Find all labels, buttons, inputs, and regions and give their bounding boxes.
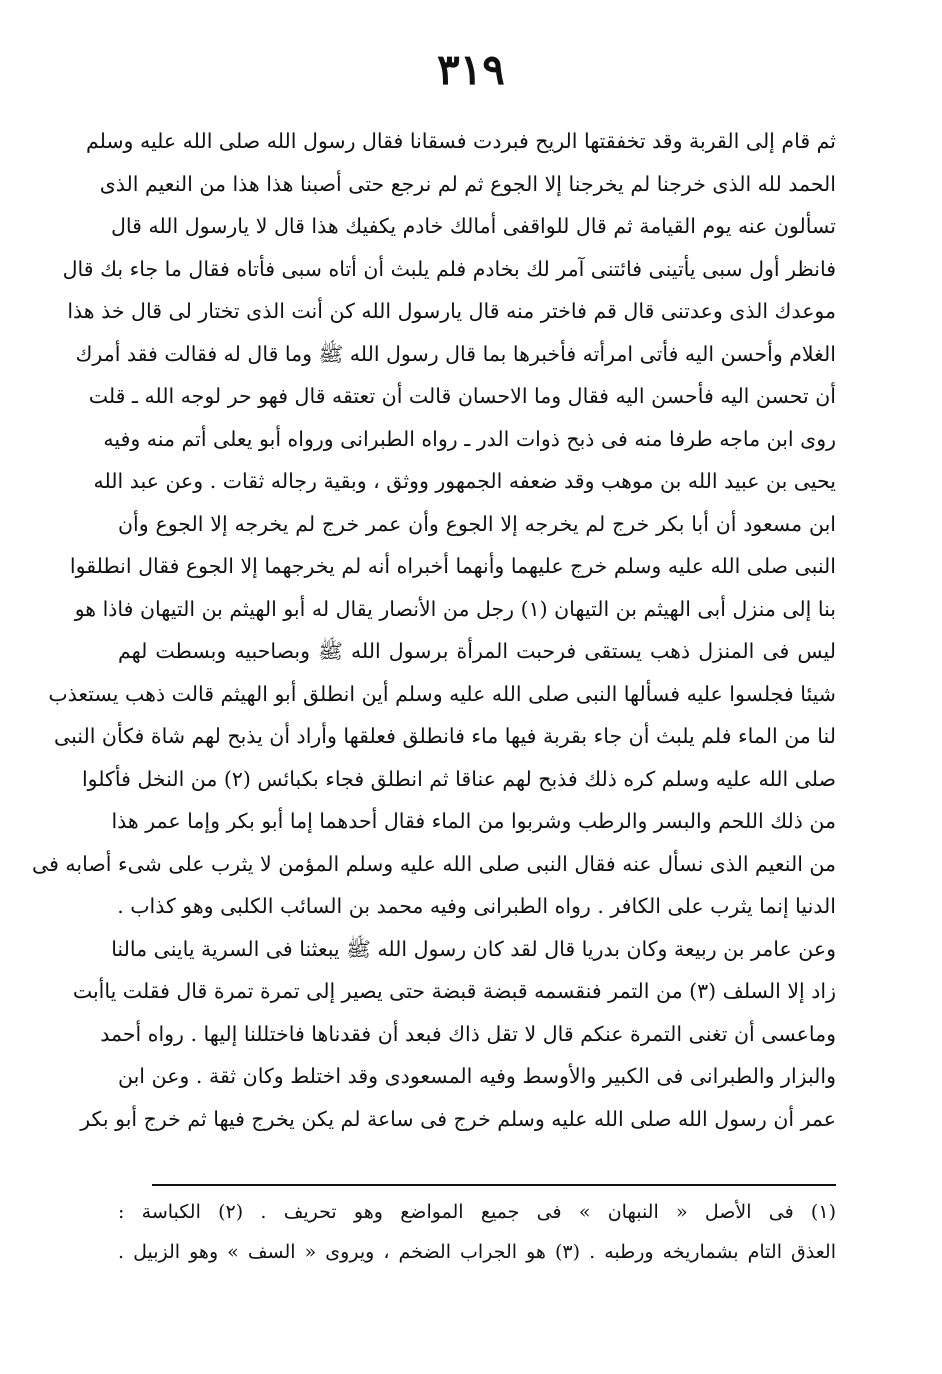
text-line: روى ابن ماجه طرفا منه فى ذبح ذوات الدر ـ رواه الطبرانى ورواه أبو يعلى أتم منه وفيه [103, 426, 836, 451]
text-line: يحيى بن عبيد الله بن موهب وقد ضعفه الجمهور ووثق ، وبقية رجاله ثقات . وعن عبد الله [93, 469, 836, 493]
text-line: فانظر أول سبى يأتينى فائتنى آمر لك بخادم فلم يلبث أن أتاه سبى فأتاه فقال ما جاء بك قال [62, 256, 836, 281]
footnote-line: العذق التام بشماريخه ورطبه . (٣) هو الجراب الضخم ، ويروى « السف » وهو الزبيل . [118, 1241, 836, 1263]
text-line: زاد إلا السلف (٣) من التمر فنقسمه قبضة قبضة حتى يصير إلى تمرة تمرة قال فقلت ياأبت [72, 979, 836, 1003]
text-line: النبى صلى الله عليه وسلم خرج عليهما وأنهما أخبراه أنه لم يخرجهما إلا الجوع فقال انطلقوا [69, 554, 836, 578]
text-line: الغلام وأحسن اليه فأتى امرأته فأخبرها بما قال رسول الله ﷺ وما قال له فقالت فقد أمرك [75, 341, 836, 366]
text-line: من النعيم الذى نسأل عنه فقال النبى صلى الله عليه وسلم المؤمن لا يثرب على شىء أصابه فى [31, 851, 836, 876]
text-line: ثم قام إلى القربة وقد تخفقتها الريح فبردت فسقانا فقال رسول الله صلى الله عليه وسلم [85, 129, 836, 153]
text-line: شيئا فجلسوا عليه فسألها النبى صلى الله عليه وسلم أين انطلق أبو الهيثم قالت ذهب يستعذب [48, 681, 836, 706]
text-line: وعن عامر بن ربيعة وكان بدريا قال لقد كان رسول الله ﷺ يبعثنا فى السرية ياينى مالنا [111, 936, 836, 961]
footnote-separator [152, 1184, 836, 1186]
text-line: أن تحسن اليه فأحسن اليه فقال وما الاحسان قالت أن تعتقه قال فهو حر لوجه الله ـ قلت [88, 384, 836, 408]
page-number: ٣١٩ [437, 45, 505, 94]
text-line: وماعسى أن تغنى التمرة عنكم قال لا تقل ذاك فبعد أن فقدناها فاختللنا إليها . رواه أحمد [100, 1021, 836, 1046]
text-line: من ذلك اللحم والبسر والرطب وشربوا من الماء فقال أحدهما إما أبو بكر وإما عمر هذا [111, 809, 836, 833]
text-line: صلى الله عليه وسلم كره ذلك فذبح لهم عناقا ثم انطلق فجاء بكبائس (٢) من النخل فأكلوا [81, 766, 836, 791]
text-line: تسألون عنه يوم القيامة ثم قال للواقفى أمالك خادم يكفيك هذا قال لا يارسول الله قال [111, 214, 836, 238]
text-line: الدنيا إنما يثرب على الكافر . رواه الطبرانى وفيه محمد بن السائب الكلبى وهو كذاب . [117, 894, 836, 918]
text-line: بنا إلى منزل أبى الهيثم بن التيهان (١) رجل من الأنصار يقال له أبو الهيثم بن التيهان فاذا هو [74, 596, 836, 621]
text-line: والبزار والطبرانى فى الكبير والأوسط وفيه المسعودى وقد اختلط وكان ثقة . وعن ابن [118, 1064, 836, 1088]
text-line: موعدك الذى وعدتنى قال قم فاختر منه قال يارسول الله كن أنت الذى تختار لى قال خذ هذا [67, 299, 836, 323]
main-text-block [31, 120, 836, 1140]
footnote-line: (١) فى الأصل « النبهان » فى جميع المواضع وهو تحريف . (٢) الكباسة : [118, 1201, 836, 1223]
footnotes-block [118, 1192, 836, 1272]
text-line: لنا من الماء فلم يلبث أن جاء بقربة فيها ماء فانطلق فعلقها وأراد أن يذبح لهم شاة فكأن النبى [53, 724, 836, 748]
text-line: ليس فى المنزل ذهب يستقى فرحبت المرأة برسول الله ﷺ وبصاحبيه وبسطت لهم [118, 639, 836, 663]
text-line: عمر أن رسول الله صلى الله عليه وسلم خرج فى ساعة لم يكن يخرج فيها ثم خرج أبو بكر [80, 1106, 836, 1131]
text-line: ابن مسعود أن أبا بكر خرج لم يخرجه إلا الجوع وأن عمر خرج لم يخرجه إلا الجوع وأن [118, 511, 836, 536]
text-line: الحمد لله الذى خرجنا لم يخرجنا إلا الجوع ثم لم نرجع حتى أصبنا هذا هذا من النعيم الذى [99, 171, 836, 196]
